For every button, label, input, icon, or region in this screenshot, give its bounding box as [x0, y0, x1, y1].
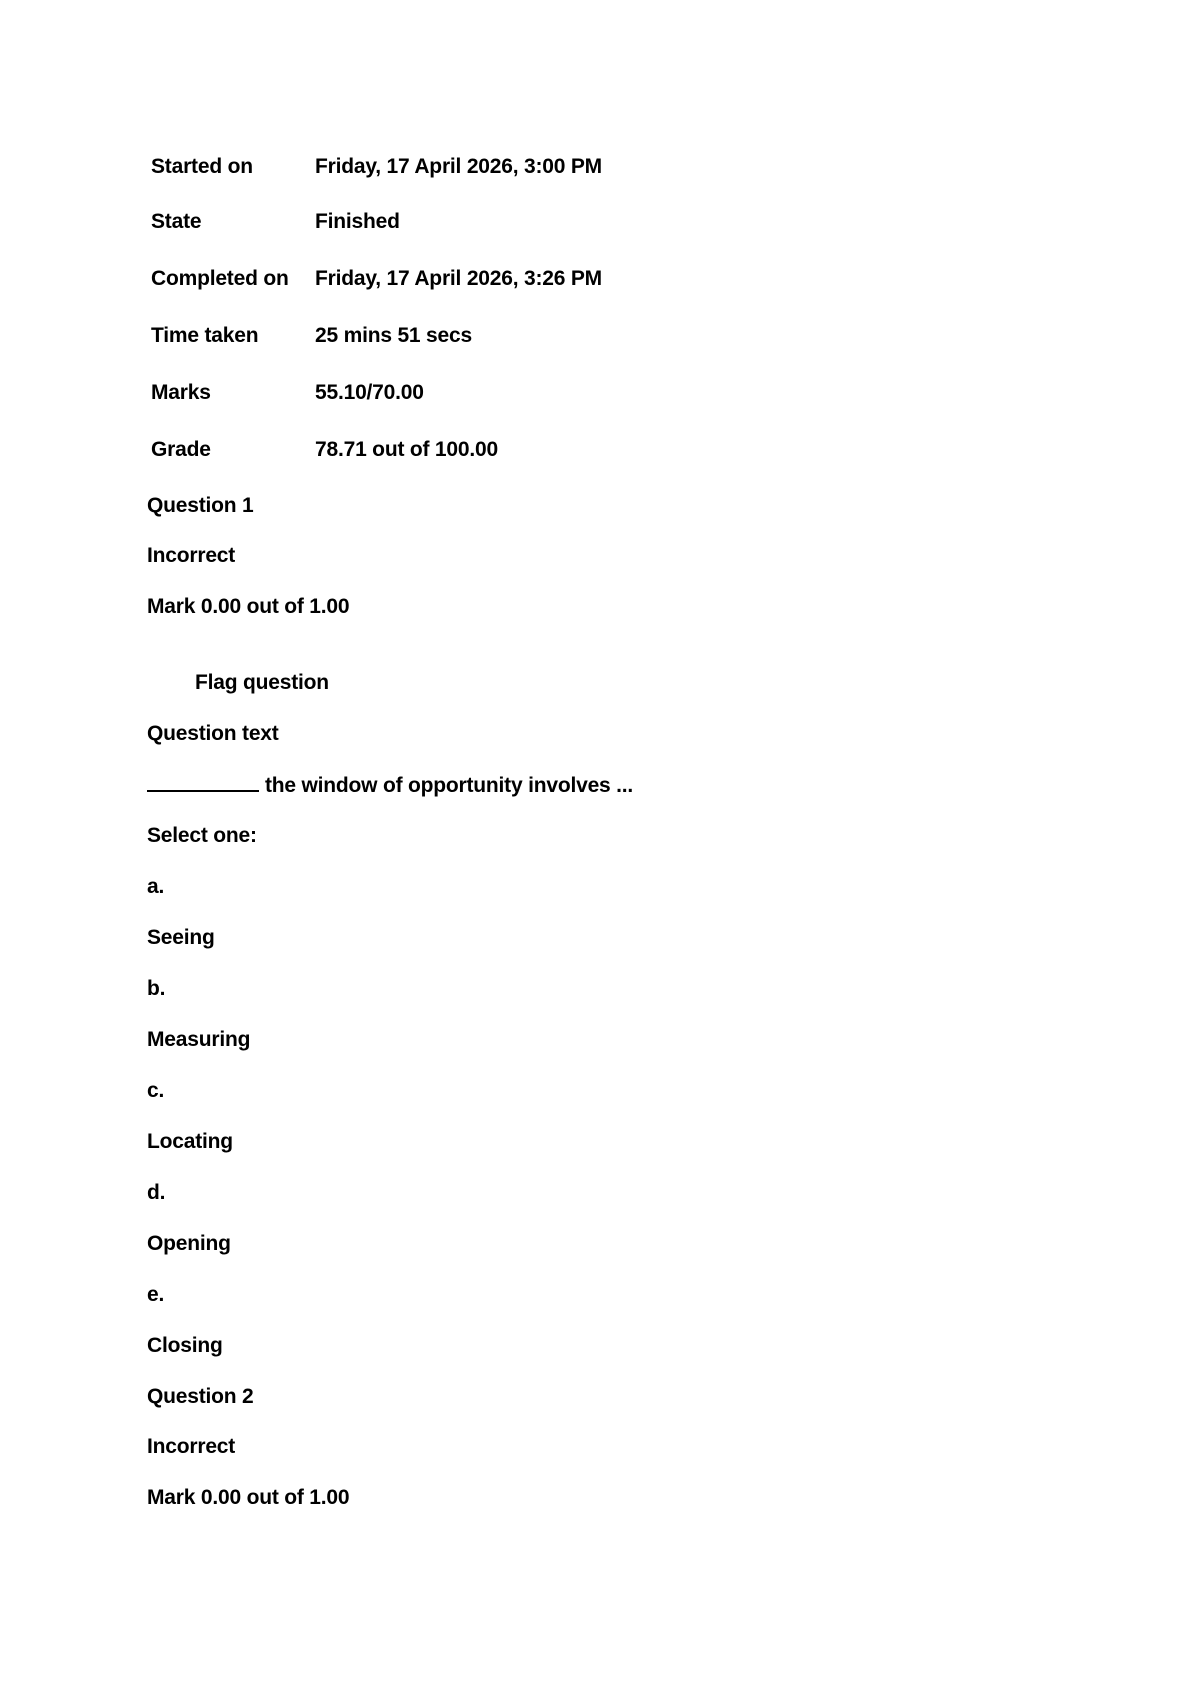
time-taken-label: Time taken [151, 324, 259, 347]
question-1-text-content: the window of opportunity involves ... [265, 774, 634, 797]
question-1-title: Question 1 [147, 494, 254, 517]
started-on-value: Friday, 17 April 2026, 3:00 PM [315, 155, 602, 178]
state-label: State [151, 210, 202, 233]
marks-label: Marks [151, 381, 211, 404]
question-1-mark: Mark 0.00 out of 1.00 [147, 595, 350, 618]
question-text-heading: Question text [147, 722, 279, 745]
grade-label: Grade [151, 438, 211, 461]
flag-question-link[interactable]: Flag question [195, 671, 329, 694]
option-d-text[interactable]: Opening [147, 1232, 231, 1255]
option-c-text[interactable]: Locating [147, 1130, 233, 1153]
option-c-letter: c. [147, 1079, 165, 1102]
option-e-text[interactable]: Closing [147, 1334, 223, 1357]
answer-blank [147, 772, 259, 792]
marks-value: 55.10/70.00 [315, 381, 424, 404]
option-a-text[interactable]: Seeing [147, 926, 215, 949]
option-d-letter: d. [147, 1181, 166, 1204]
question-2-status: Incorrect [147, 1435, 236, 1458]
grade-value: 78.71 out of 100.00 [315, 438, 498, 461]
started-on-label: Started on [151, 155, 253, 178]
question-1-status: Incorrect [147, 544, 236, 567]
option-a-letter: a. [147, 875, 165, 898]
completed-on-label: Completed on [151, 267, 289, 290]
question-2-title: Question 2 [147, 1385, 254, 1408]
option-b-letter: b. [147, 977, 166, 1000]
completed-on-value: Friday, 17 April 2026, 3:26 PM [315, 267, 602, 290]
question-1-text [147, 772, 633, 799]
option-e-letter: e. [147, 1283, 165, 1306]
state-value: Finished [315, 210, 400, 233]
question-2-mark: Mark 0.00 out of 1.00 [147, 1486, 350, 1509]
option-b-text[interactable]: Measuring [147, 1028, 251, 1051]
time-taken-value: 25 mins 51 secs [315, 324, 472, 347]
select-one-prompt: Select one: [147, 824, 257, 847]
